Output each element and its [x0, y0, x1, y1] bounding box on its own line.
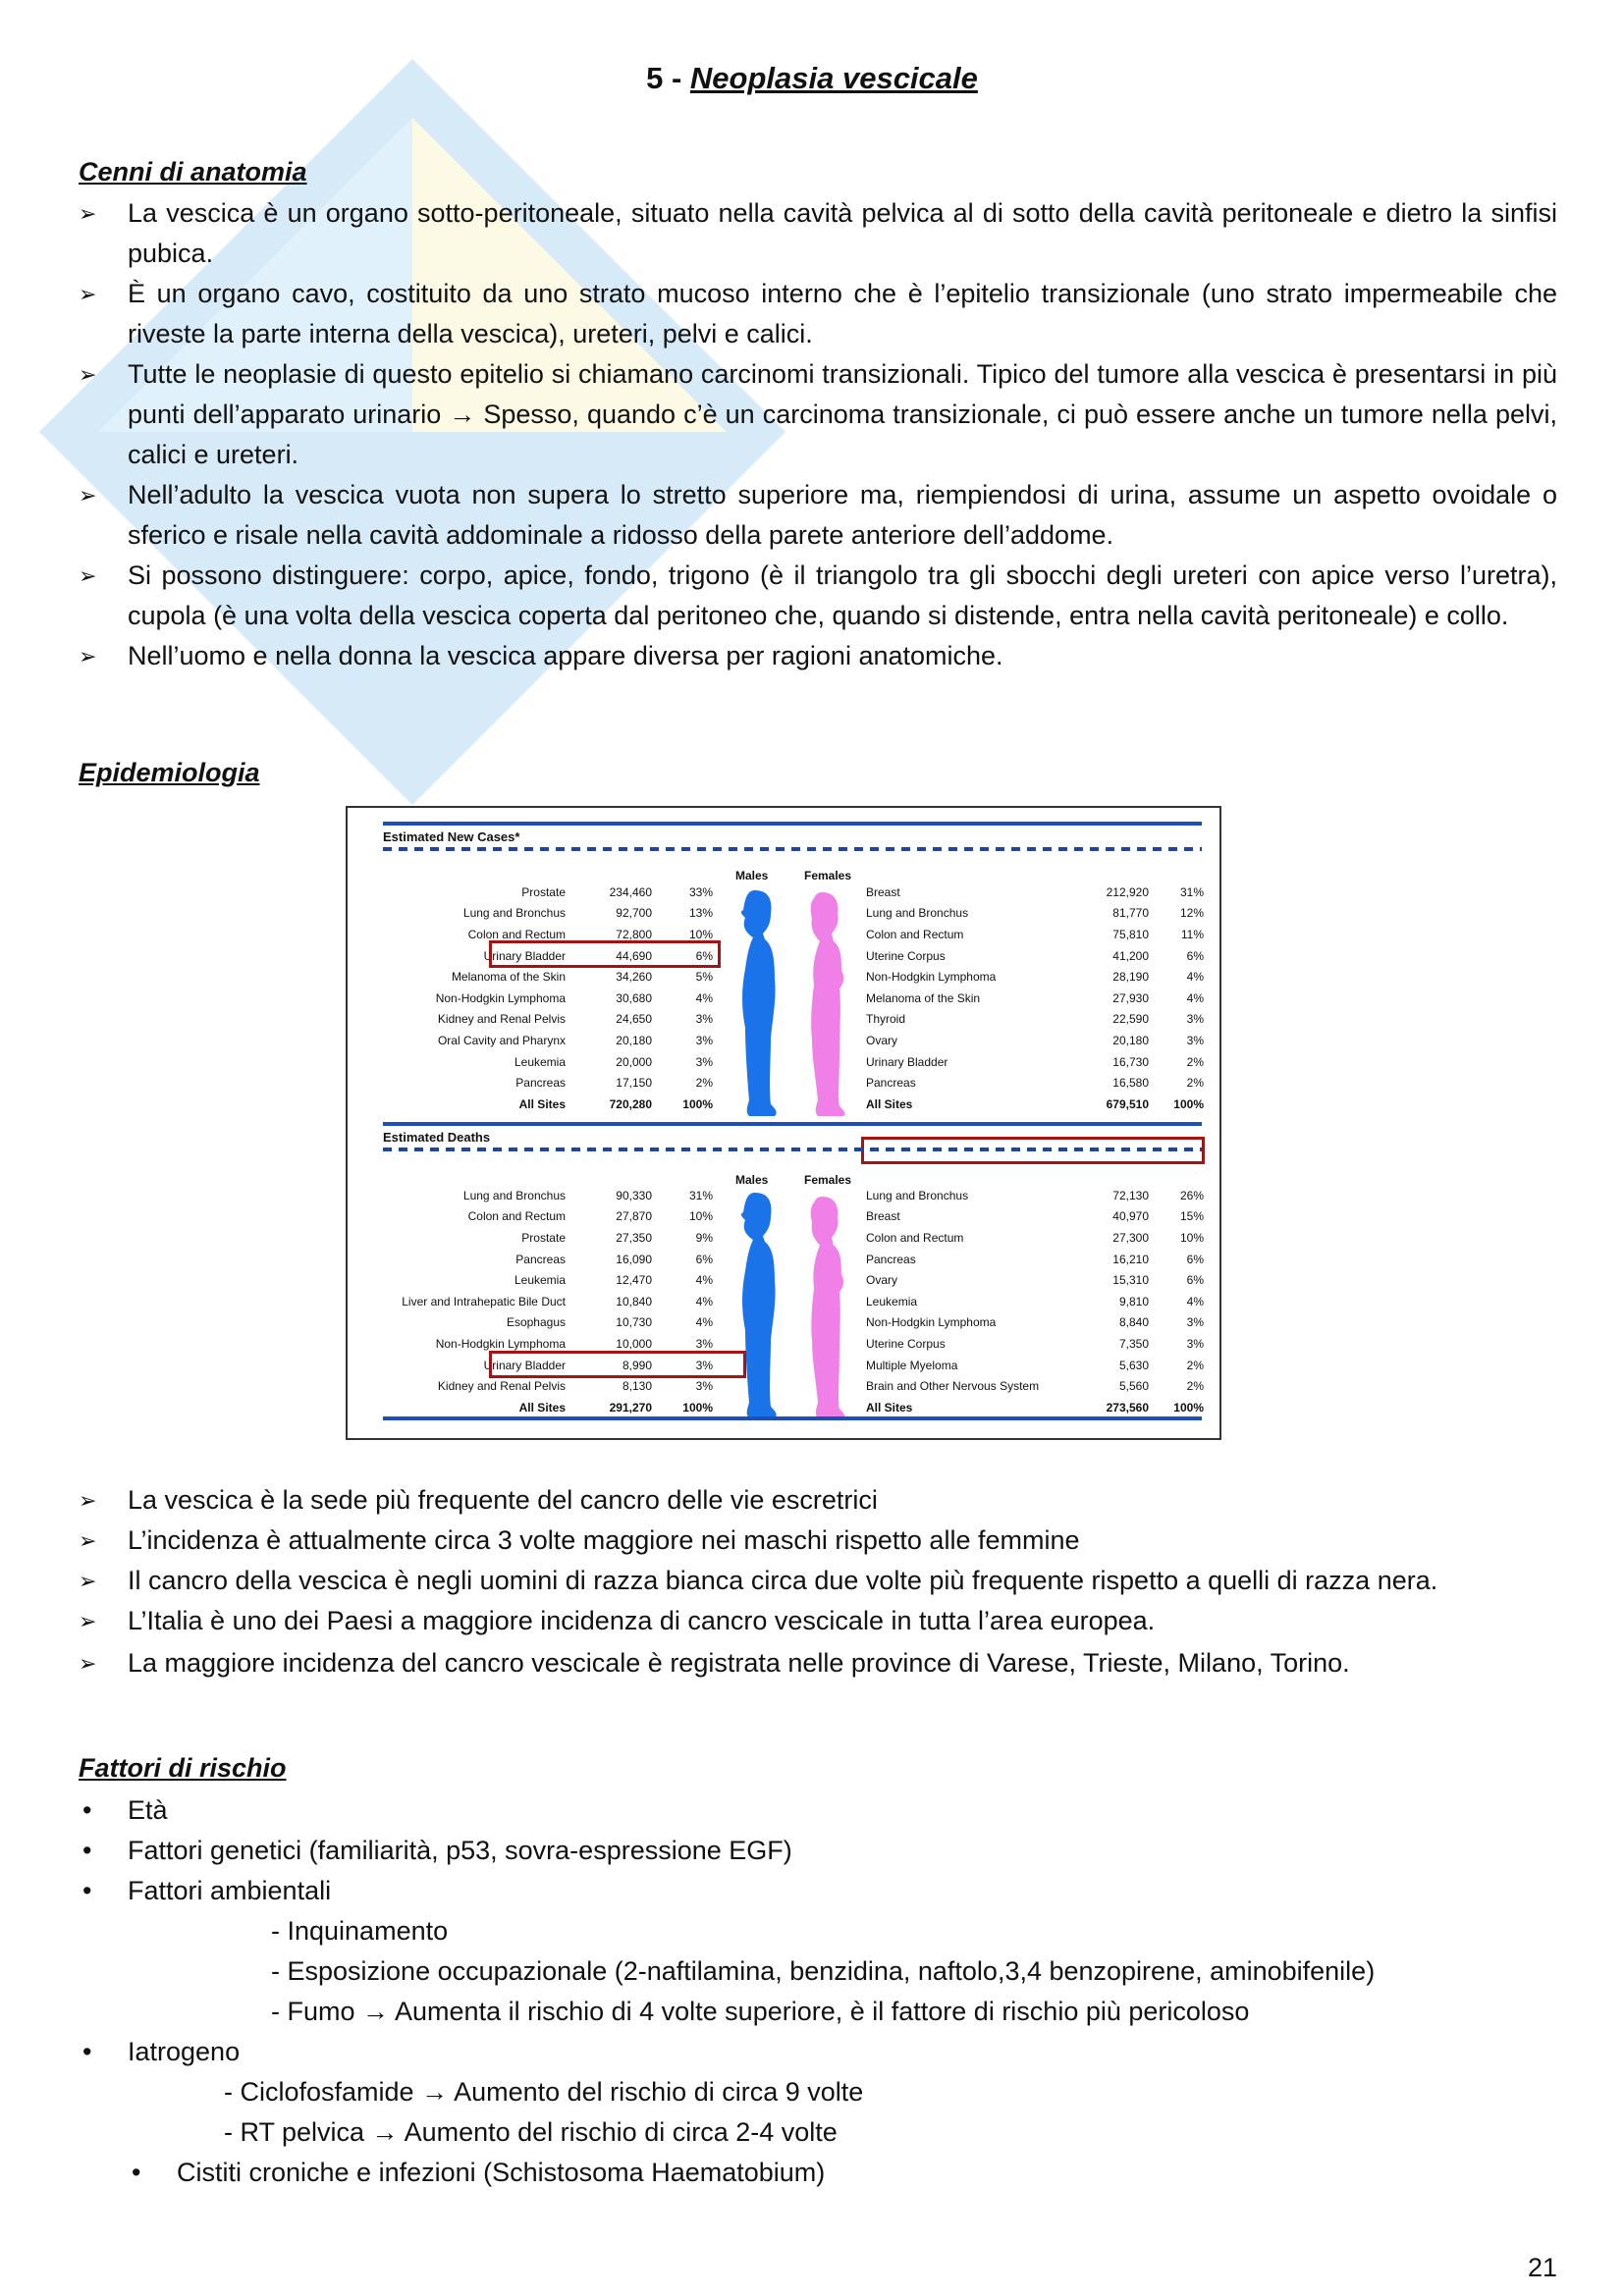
cell-site: Ovary	[866, 1033, 898, 1047]
epidemiology-list	[79, 1480, 1557, 1683]
cell-pct: 6%	[1186, 948, 1204, 963]
cell-count: 40,970	[1112, 1209, 1149, 1224]
cell-site: Pancreas	[515, 1252, 566, 1266]
cell-count: 7,350	[1118, 1336, 1149, 1351]
cancer-statistics-figure	[346, 806, 1221, 1440]
cell-count: 72,130	[1112, 1188, 1149, 1202]
arrow-bullet-icon: ➢	[79, 282, 97, 306]
cell-site: Breast	[866, 1209, 900, 1224]
cell-pct: 3%	[695, 1054, 713, 1069]
table-row	[866, 1072, 1204, 1094]
cell-pct: 3%	[695, 1033, 713, 1047]
table-row	[348, 1030, 717, 1051]
female-silhouette-icon	[804, 1197, 851, 1418]
arrow-bullet-icon: ➢	[79, 483, 97, 507]
table-row	[866, 1185, 1204, 1206]
risk-factors-heading: Fattori di rischio	[79, 1753, 287, 1783]
arrow-bullet-icon: ➢	[79, 1609, 97, 1633]
cell-pct: 3%	[695, 1379, 713, 1394]
item-text: Il cancro della vescica è negli uomini di razza bianca circa due volte più frequente rispetto a quelli di razza nera.	[128, 1566, 1438, 1595]
male-silhouette-icon	[735, 1193, 783, 1418]
cell-site: Colon and Rectum	[467, 927, 566, 941]
cell-site: All Sites	[518, 1400, 566, 1415]
sub-item: - Ciclofosfamide → Aumento del rischio di circa 9 volte	[224, 2077, 864, 2107]
cell-pct: 2%	[1186, 1076, 1204, 1091]
cell-count: 15,310	[1112, 1273, 1149, 1288]
table-row	[348, 1291, 717, 1312]
cell-pct: 10%	[688, 927, 713, 941]
cell-pct: 4%	[695, 1315, 713, 1330]
page-title	[0, 61, 1624, 96]
table-row	[348, 1397, 717, 1418]
cell-site: Urinary Bladder	[483, 1358, 566, 1372]
cell-pct: 3%	[695, 1336, 713, 1351]
arrow-bullet-icon: ➢	[79, 1488, 97, 1513]
table-row	[866, 1397, 1204, 1418]
item-text: Cistiti croniche e infezioni (Schistosoma Haematobium)	[177, 2158, 826, 2187]
deaths-females-table	[866, 1185, 1204, 1418]
cell-site: Pancreas	[515, 1076, 566, 1091]
females-label: Females	[804, 1173, 852, 1187]
cell-site: Non-Hodgkin Lymphoma	[435, 990, 566, 1005]
cell-site: Uterine Corpus	[866, 1336, 946, 1351]
table-row	[866, 1009, 1204, 1031]
cell-pct: 3%	[695, 1358, 713, 1372]
list-item	[79, 1521, 1557, 1561]
cell-site: Pancreas	[866, 1252, 916, 1266]
arrow-bullet-icon: ➢	[79, 644, 97, 668]
list-item	[79, 354, 1557, 475]
list-item	[79, 193, 1557, 274]
cell-site: Oral Cavity and Pharynx	[437, 1033, 566, 1047]
table-row	[866, 1312, 1204, 1334]
cell-pct: 15%	[1179, 1209, 1204, 1224]
cell-count: 27,870	[616, 1209, 652, 1224]
deaths-title: Estimated Deaths	[383, 1130, 491, 1145]
cell-count: 44,690	[616, 948, 652, 963]
sub-item: - Fumo → Aumenta il rischio di 4 volte superiore, è il fattore di rischio più pericoloso	[271, 1997, 1250, 2026]
list-item	[79, 1790, 1557, 1831]
cell-count: 27,300	[1112, 1230, 1149, 1245]
cell-site: Colon and Rectum	[866, 927, 964, 941]
cell-count: 8,990	[622, 1358, 652, 1372]
cell-count: 90,330	[616, 1188, 652, 1202]
cell-site: Lung and Bronchus	[462, 1188, 566, 1202]
cell-count: 22,590	[1112, 1012, 1149, 1027]
cell-count: 291,270	[609, 1400, 652, 1415]
table-row	[348, 1227, 717, 1249]
cell-site: Non-Hodgkin Lymphoma	[866, 970, 997, 985]
sub-item: - RT pelvica → Aumento del rischio di circa 2-4 volte	[224, 2117, 838, 2147]
table-row	[866, 945, 1204, 967]
table-row	[348, 1269, 717, 1291]
bullet-dot-icon: •	[82, 1795, 92, 1825]
item-text: Fattori ambientali	[128, 1876, 332, 1905]
cell-site: All Sites	[866, 1096, 913, 1111]
list-item	[79, 1601, 1557, 1641]
item-text: La vescica è un organo sotto-peritoneale, situato nella cavità pelvica al di sotto della cavità peritoneale e dietro la sinfisi pubica.	[128, 198, 1557, 268]
list-item	[79, 1643, 1557, 1683]
table-row	[866, 1249, 1204, 1270]
male-silhouette-icon	[735, 890, 783, 1116]
item-text: Nell’uomo e nella donna la vescica appare diversa per ragioni anatomiche.	[128, 641, 1003, 670]
cell-count: 72,800	[616, 927, 652, 941]
sub-item: - Esposizione occupazionale (2-naftilamina, benzidina, naftolo,3,4 benzopirene, aminobifenile)	[271, 1956, 1376, 1986]
cell-count: 9,810	[1118, 1294, 1149, 1308]
cell-site: Kidney and Renal Pelvis	[437, 1379, 566, 1394]
new-cases-males-table	[348, 881, 717, 1115]
cell-pct: 4%	[695, 990, 713, 1005]
cell-count: 81,770	[1112, 906, 1149, 921]
arrow-bullet-icon: ➢	[79, 201, 97, 226]
item-text: La vescica è la sede più frequente del cancro delle vie escretrici	[128, 1485, 878, 1515]
item-text: L’incidenza è attualmente circa 3 volte maggiore nei maschi rispetto alle femmine	[128, 1525, 1080, 1555]
cell-pct: 100%	[1173, 1400, 1204, 1415]
cell-pct: 4%	[695, 1273, 713, 1288]
table-row	[866, 1051, 1204, 1073]
item-text: Fattori genetici (familiarità, p53, sovra-espressione EGF)	[128, 1836, 792, 1865]
cell-site: Uterine Corpus	[866, 948, 946, 963]
male-bladder-highlight	[489, 940, 721, 968]
cell-site: Prostate	[521, 884, 566, 899]
table-row	[866, 1030, 1204, 1051]
males-label: Males	[735, 869, 769, 882]
cell-count: 10,000	[616, 1336, 652, 1351]
cell-pct: 6%	[695, 948, 713, 963]
cell-count: 8,130	[622, 1379, 652, 1394]
item-text: Nell’adulto la vescica vuota non supera lo stretto superiore ma, riempiendosi di urina, assume un aspetto ovoidale o sferico e risale nella cavità addominale a ridosso della parete anteriore dell’addome.	[128, 480, 1557, 550]
table-row	[866, 903, 1204, 925]
cell-site: Breast	[866, 884, 900, 899]
arrow-bullet-icon: ➢	[79, 362, 97, 387]
cell-count: 10,840	[616, 1294, 652, 1308]
cell-site: Esophagus	[506, 1315, 566, 1330]
females-label: Females	[804, 869, 852, 882]
item-text: La maggiore incidenza del cancro vescicale è registrata nelle province di Varese, Trieste, Milano, Torino.	[128, 1648, 1350, 1678]
cell-pct: 2%	[695, 1076, 713, 1091]
cell-pct: 6%	[1186, 1273, 1204, 1288]
males-label: Males	[735, 1173, 769, 1187]
cell-count: 92,700	[616, 906, 652, 921]
arrow-bullet-icon: ➢	[79, 563, 97, 588]
new-cases-title: Estimated New Cases*	[383, 829, 520, 844]
page-number: 21	[1527, 2253, 1557, 2282]
cell-count: 679,510	[1106, 1096, 1149, 1111]
table-row	[866, 1355, 1204, 1376]
table-row	[348, 903, 717, 925]
table-row	[348, 988, 717, 1009]
list-item	[79, 636, 1557, 676]
cell-site: Pancreas	[866, 1076, 916, 1091]
cell-count: 273,560	[1106, 1400, 1149, 1415]
new-cases-section	[383, 822, 1202, 851]
sub-item: - Inquinamento	[271, 1916, 449, 1946]
cell-site: Liver and Intrahepatic Bile Duct	[402, 1294, 566, 1308]
item-text: Tutte le neoplasie di questo epitelio si chiamano carcinomi transizionali. Tipico del tumore alla vescica è presentarsi in più punti dell’apparato urinario → Spesso, quando c’è un carcinoma transizionale, ci può essere anche un tumore nella pelvi, calici e ureteri.	[128, 359, 1557, 469]
cell-count: 16,090	[616, 1252, 652, 1266]
cell-count: 75,810	[1112, 927, 1149, 941]
cell-pct: 4%	[1186, 970, 1204, 985]
cell-site: Urinary Bladder	[866, 1054, 948, 1069]
table-row	[866, 881, 1204, 903]
cell-count: 34,260	[616, 970, 652, 985]
item-text: Età	[128, 1795, 168, 1825]
cell-pct: 3%	[1186, 1033, 1204, 1047]
cell-site: Brain and Other Nervous System	[866, 1379, 1040, 1394]
table-row	[348, 1051, 717, 1073]
cell-count: 16,580	[1112, 1076, 1149, 1091]
cell-pct: 6%	[695, 1252, 713, 1266]
cell-site: Kidney and Renal Pelvis	[437, 1012, 566, 1027]
table-row	[866, 1227, 1204, 1249]
bullet-dot-icon: •	[82, 1836, 92, 1865]
cell-site: Melanoma of the Skin	[451, 970, 566, 985]
cell-count: 5,560	[1118, 1379, 1149, 1394]
cell-pct: 10%	[688, 1209, 713, 1224]
cell-site: Lung and Bronchus	[866, 1188, 969, 1202]
cell-count: 27,930	[1112, 990, 1149, 1005]
cell-pct: 5%	[695, 970, 713, 985]
cell-site: Non-Hodgkin Lymphoma	[866, 1315, 997, 1330]
cell-pct: 31%	[1179, 884, 1204, 899]
cell-count: 41,200	[1112, 948, 1149, 963]
cell-count: 20,000	[616, 1054, 652, 1069]
cell-pct: 31%	[688, 1188, 713, 1202]
cell-site: All Sites	[518, 1096, 566, 1111]
cell-site: Colon and Rectum	[467, 1209, 566, 1224]
deaths-males-table	[348, 1185, 717, 1418]
list-item	[79, 2153, 1557, 2193]
title-number: 5 -	[646, 61, 690, 95]
cell-pct: 2%	[1186, 1054, 1204, 1069]
table-row	[348, 966, 717, 988]
cell-count: 16,730	[1112, 1054, 1149, 1069]
table-row	[348, 1072, 717, 1094]
arrow-bullet-icon: ➢	[79, 1528, 97, 1553]
anatomy-list	[79, 193, 1557, 676]
arrow-bullet-icon: ➢	[79, 1569, 97, 1593]
cell-site: Urinary Bladder	[483, 948, 566, 963]
list-item	[79, 1561, 1557, 1601]
table-row	[348, 881, 717, 903]
cell-pct: 3%	[1186, 1012, 1204, 1027]
cell-site: Ovary	[866, 1273, 898, 1288]
table-row	[348, 1375, 717, 1397]
bullet-dot-icon: •	[82, 2037, 92, 2066]
cell-count: 17,150	[616, 1076, 652, 1091]
cell-count: 27,350	[616, 1230, 652, 1245]
cell-pct: 100%	[1173, 1096, 1204, 1111]
cell-pct: 4%	[1186, 1294, 1204, 1308]
cell-site: Melanoma of the Skin	[866, 990, 981, 1005]
cell-count: 28,190	[1112, 970, 1149, 985]
cell-count: 720,280	[609, 1096, 652, 1111]
list-item	[79, 1871, 1557, 1911]
cell-site: Lung and Bronchus	[462, 906, 566, 921]
cell-site: Colon and Rectum	[866, 1230, 964, 1245]
table-row	[866, 1269, 1204, 1291]
cell-site: Leukemia	[866, 1294, 918, 1308]
item-text: È un organo cavo, costituito da uno strato mucoso interno che è l’epitelio transizionale (uno strato impermeabile che riveste la parte interna della vescica), ureteri, pelvi e calici.	[128, 279, 1557, 348]
cell-count: 20,180	[616, 1033, 652, 1047]
female-silhouette-icon	[804, 892, 851, 1116]
cell-pct: 100%	[682, 1400, 713, 1415]
table-row	[866, 924, 1204, 945]
cell-pct: 4%	[1186, 990, 1204, 1005]
cell-pct: 9%	[695, 1230, 713, 1245]
table-row	[866, 1333, 1204, 1355]
cell-pct: 33%	[688, 884, 713, 899]
cell-pct: 6%	[1186, 1252, 1204, 1266]
cell-count: 5,630	[1118, 1358, 1149, 1372]
dashed-rule	[383, 847, 1202, 851]
table-row	[866, 966, 1204, 988]
cell-count: 8,840	[1118, 1315, 1149, 1330]
list-item	[79, 2032, 1557, 2072]
item-text: Iatrogeno	[128, 2037, 241, 2066]
cell-pct: 3%	[1186, 1315, 1204, 1330]
item-text: Si possono distinguere: corpo, apice, fondo, trigono (è il triangolo tra gli sbocchi degli ureteri con apice verso l’uretra), cupola (è una volta della vescica coperta dal peritoneo che, quando si distende, entra nella cavità peritoneale) e collo.	[128, 561, 1557, 630]
table-row	[866, 1094, 1204, 1115]
cell-pct: 2%	[1186, 1358, 1204, 1372]
table-row	[348, 1094, 717, 1115]
cell-site: All Sites	[866, 1400, 913, 1415]
cell-pct: 2%	[1186, 1379, 1204, 1394]
bullet-dot-icon: •	[132, 2158, 141, 2187]
cell-pct: 10%	[1179, 1230, 1204, 1245]
cell-pct: 100%	[682, 1096, 713, 1111]
cell-count: 212,920	[1106, 884, 1149, 899]
list-item	[79, 556, 1557, 636]
cell-site: Non-Hodgkin Lymphoma	[435, 1336, 566, 1351]
cell-site: Prostate	[521, 1230, 566, 1245]
rule	[383, 1122, 1202, 1126]
cell-site: Leukemia	[514, 1054, 566, 1069]
cell-site: Thyroid	[866, 1012, 906, 1027]
cell-pct: 12%	[1179, 906, 1204, 921]
cell-site: Multiple Myeloma	[866, 1358, 958, 1372]
male-bladder-deaths-highlight	[489, 1351, 746, 1378]
list-item	[79, 1831, 1557, 1871]
cell-pct: 3%	[695, 1012, 713, 1027]
dashed-rule	[383, 1148, 1202, 1151]
cell-count: 20,180	[1112, 1033, 1149, 1047]
risk-factors-list	[79, 1790, 1557, 2193]
rule	[383, 1416, 1202, 1420]
list-item	[79, 475, 1557, 556]
table-row	[348, 1312, 717, 1334]
rule	[383, 822, 1202, 826]
table-row	[348, 1249, 717, 1270]
cell-count: 10,730	[616, 1315, 652, 1330]
cell-site: Lung and Bronchus	[866, 906, 969, 921]
deaths-section	[383, 1122, 1202, 1151]
cell-site: Leukemia	[514, 1273, 566, 1288]
new-cases-females-table	[866, 881, 1204, 1115]
title-text: Neoplasia vescicale	[689, 61, 978, 95]
cell-pct: 11%	[1180, 927, 1204, 941]
table-row	[348, 1185, 717, 1206]
table-row	[866, 988, 1204, 1009]
cell-count: 16,210	[1112, 1252, 1149, 1266]
cell-pct: 4%	[695, 1294, 713, 1308]
epidemiology-heading: Epidemiologia	[79, 758, 260, 787]
bullet-dot-icon: •	[82, 1876, 92, 1905]
table-row	[866, 1206, 1204, 1228]
cell-count: 24,650	[616, 1012, 652, 1027]
table-row	[348, 1009, 717, 1031]
table-row	[866, 1375, 1204, 1397]
arrow-bullet-icon: ➢	[79, 1651, 97, 1676]
table-row	[866, 1291, 1204, 1312]
list-item	[79, 1480, 1557, 1521]
anatomy-heading: Cenni di anatomia	[79, 157, 307, 187]
cell-pct: 3%	[1186, 1336, 1204, 1351]
list-item	[79, 274, 1557, 354]
cell-count: 12,470	[616, 1273, 652, 1288]
cell-pct: 13%	[688, 906, 713, 921]
cell-count: 30,680	[616, 990, 652, 1005]
item-text: L’Italia è uno dei Paesi a maggiore incidenza di cancro vescicale in tutta l’area europea.	[128, 1606, 1156, 1635]
cell-pct: 26%	[1179, 1188, 1204, 1202]
table-row	[348, 1206, 717, 1228]
cell-count: 234,460	[609, 884, 652, 899]
